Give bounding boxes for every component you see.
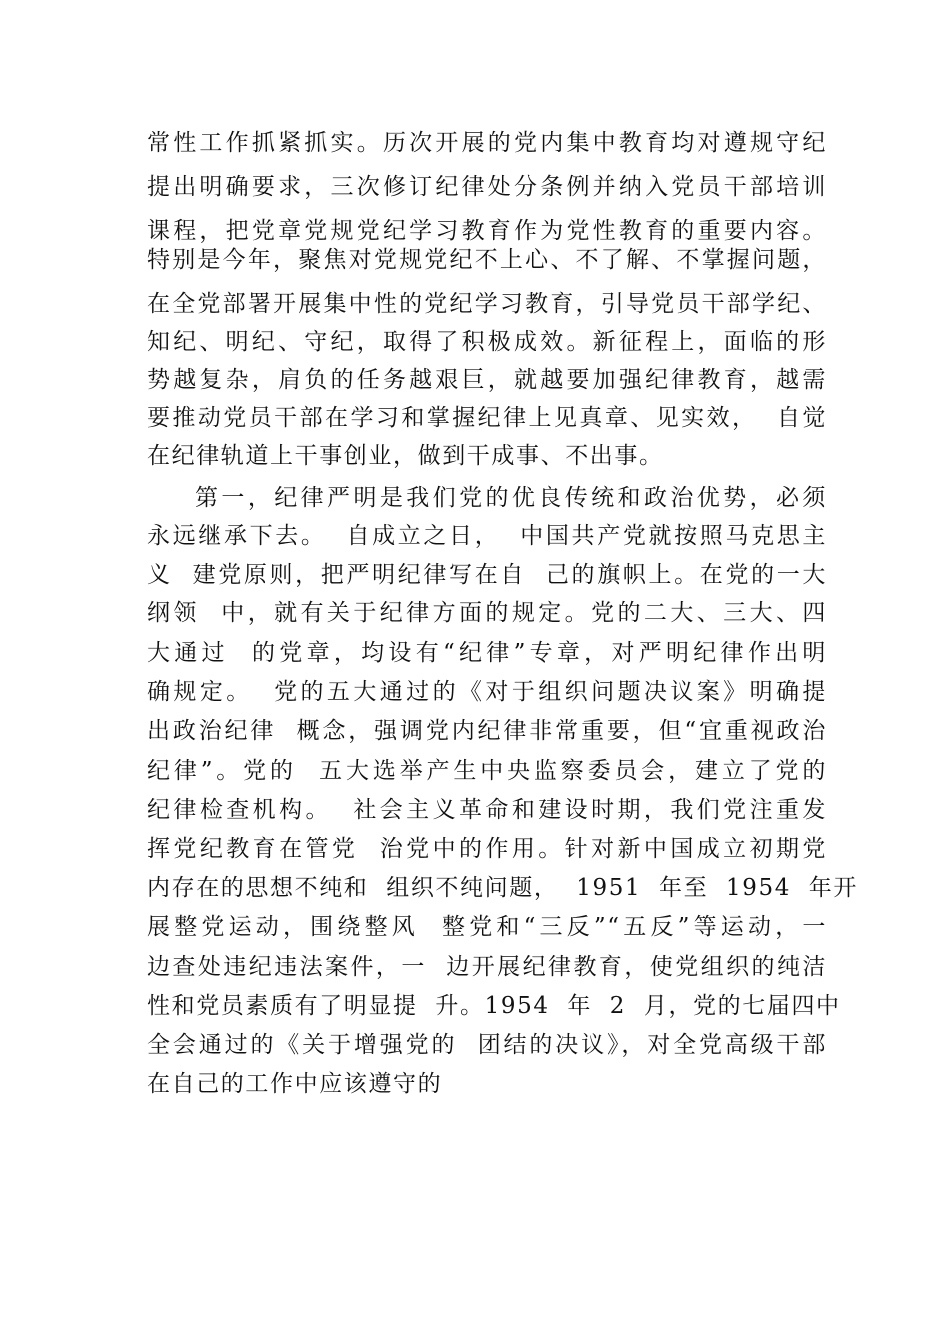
text-line: 要推动党员干部在学习和掌握纪律上见真章、见实效， 自觉 — [147, 405, 827, 431]
text-line: 提出明确要求，三次修订纪律处分条例并纳入党员干部培训 — [147, 174, 827, 200]
text-line: 常性工作抓紧抓实。历次开展的党内集中教育均对遵规守纪 — [147, 130, 827, 156]
text-line: 确规定。 党的五大通过的《对于组织问题决议案》明确提 — [147, 679, 827, 705]
text-line: 挥党纪教育在管党 治党中的作用。针对新中国成立初期党 — [147, 836, 827, 862]
text-line: 纪律”。党的 五大选举产生中央监察委员会，建立了党的 — [147, 758, 827, 784]
text-line: 展整党运动，围绕整风 整党和“三反”“五反”等运动，一 — [147, 914, 827, 940]
text-line: 在纪律轨道上干事创业，做到干成事、不出事。 — [147, 443, 664, 469]
text-line: 纪律检查机构。 社会主义革命和建设时期，我们党注重发 — [147, 797, 827, 823]
text-line: 永远继承下去。 自成立之日， 中国共产党就按照马克思主 — [147, 523, 827, 549]
text-line: 性和党员素质有了明显提 升。1954 年 2 月，党的七届四中 — [147, 993, 841, 1019]
text-line: 内存在的思想不纯和 组织不纯问题， 1951 年至 1954 年开 — [147, 875, 858, 901]
text-line: 边查处违纪违法案件，一 边开展纪律教育，使党组织的纯洁 — [147, 954, 827, 980]
text-line: 在自己的工作中应该遵守的 — [147, 1071, 443, 1097]
text-line: 势越复杂，肩负的任务越艰巨，就越要加强纪律教育，越需 — [147, 367, 827, 393]
text-line: 在全党部署开展集中性的党纪学习教育，引导党员干部学纪、 — [147, 291, 827, 317]
text-line: 课程，把党章党规党纪学习教育作为党性教育的重要内容。 — [147, 218, 827, 244]
text-line: 大通过 的党章，均设有“纪律”专章，对严明纪律作出明 — [147, 640, 827, 666]
text-line: 全会通过的《关于增强党的 团结的决议》，对全党高级干部 — [147, 1032, 827, 1058]
text-line: 知纪、明纪、守纪，取得了积极成效。新征程上，面临的形 — [147, 329, 827, 355]
text-line: 出政治纪律 概念，强调党内纪律非常重要，但“宜重视政治 — [147, 718, 827, 744]
text-line: 纲领 中，就有关于纪律方面的规定。党的二大、三大、四 — [147, 600, 827, 626]
text-line: 特别是今年，聚焦对党规党纪不上心、不了解、不掌握问题， — [147, 247, 827, 273]
text-line: 义 建党原则，把严明纪律写在自 己的旗帜上。在党的一大 — [147, 562, 827, 588]
paragraph-first-line: 第一，纪律严明是我们党的优良传统和政治优势，必须 — [195, 485, 827, 511]
